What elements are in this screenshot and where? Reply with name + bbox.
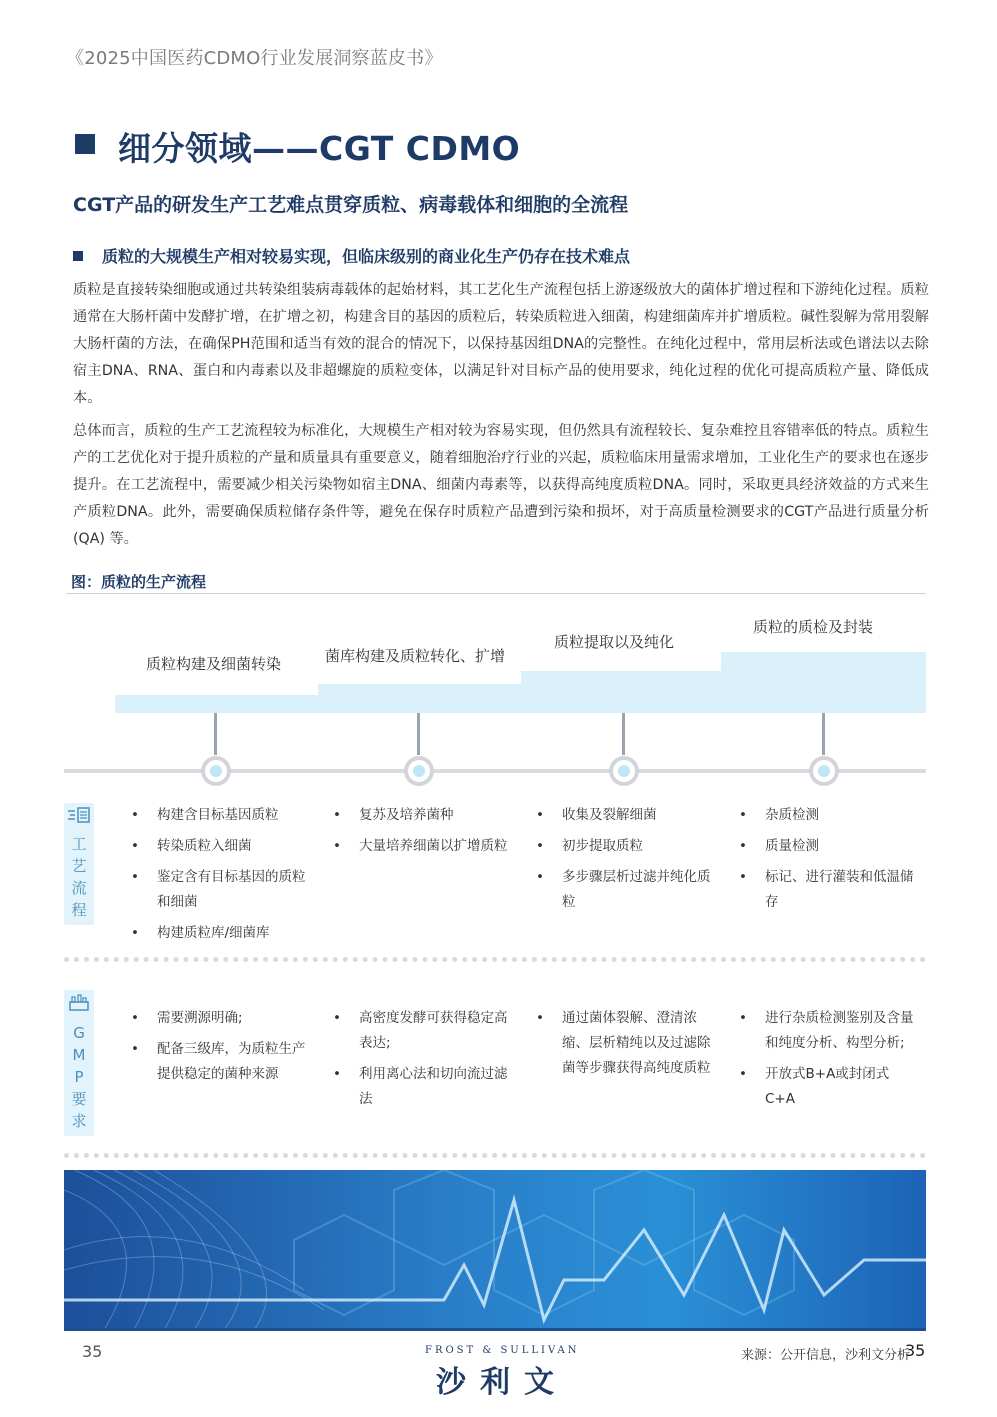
frost-sullivan-logo-text: FROST & SULLIVAN <box>425 1345 580 1356</box>
page-number-left: 35 <box>82 1342 103 1361</box>
caption-divider <box>66 593 926 594</box>
stage-block-1 <box>115 695 318 713</box>
list-item: • 高密度发酵可获得稳定高表达; <box>331 1006 513 1056</box>
list-item: • 构建质粒库/细菌库 <box>129 921 309 946</box>
timeline-stem-1 <box>214 713 217 755</box>
list-item: • 收集及裂解细菌 <box>534 803 714 828</box>
stage-label-4: 质粒的质检及封装 <box>753 618 874 636</box>
gmp-column-3 <box>534 1006 716 1087</box>
stage-label-2: 菌库构建及质粒转化、扩增 <box>325 647 506 665</box>
timeline-line <box>64 769 926 773</box>
gmp-column-1 <box>129 1006 309 1093</box>
list-item: • 大量培养细菌以扩增质粒 <box>331 834 511 859</box>
stage-block-2 <box>318 684 521 713</box>
row-label-process-text: 工 艺 流 程 <box>71 835 87 919</box>
list-item: • 通过菌体裂解、澄清浓缩、层析精纯以及过滤除菌等步骤获得高纯度质粒 <box>534 1006 716 1081</box>
bullet-square-icon <box>73 251 83 261</box>
row-divider-2 <box>64 1153 926 1158</box>
list-item: • 转染质粒入细菌 <box>129 834 309 859</box>
row-divider-1 <box>64 957 926 962</box>
document-list-icon <box>64 806 94 828</box>
timeline-stem-3 <box>622 713 625 755</box>
list-item: • 多步骤层析过滤并纯化质粒 <box>534 865 714 915</box>
stage-label-3: 质粒提取以及纯化 <box>554 633 675 651</box>
title-bullet-square <box>75 134 95 154</box>
list-item: • 鉴定含有目标基因的质粒和细菌 <box>129 865 309 915</box>
list-item: • 进行杂质检测鉴别及含量和纯度分析、构型分析; <box>737 1006 919 1056</box>
timeline-node-4 <box>809 756 839 786</box>
timeline-stem-4 <box>822 713 825 755</box>
source-note: 来源：公开信息，沙利文分析 <box>741 1348 911 1363</box>
gmp-column-2 <box>331 1006 513 1118</box>
list-item: • 质量检测 <box>737 834 917 859</box>
row-label-gmp <box>64 990 94 1136</box>
timeline-stem-2 <box>417 713 420 755</box>
stage-block-3 <box>521 671 721 713</box>
list-item: • 配备三级库，为质粒生产提供稳定的菌种来源 <box>129 1037 309 1087</box>
process-column-1 <box>129 803 309 952</box>
body-paragraph-1: 质粒是直接转染细胞或通过共转染组装病毒载体的起始材料，其工艺化生产流程包括上游逐级放大的菌体扩增过程和下游纯化过程。质粒通常在大肠杆菌中发酵扩增，在扩增之初，构建含目的基因的质粒后，转染质粒进入细菌，构建细菌库并扩增质粒。碱性裂解为常用裂解大肠杆菌的方法，在确保PH范围和适当有效的混合的情况下，以保持基因组DNA的完整性。在纯化过程中，常用层析法或色谱法以去除宿主DNA、RNA、蛋白和内毒素以及非超螺旋的质粒变体，以满足针对目标产品的使用要求，纯化过程的优化可提高质粒产量、降低成本。 <box>73 282 929 406</box>
timeline-node-2 <box>404 756 434 786</box>
row-label-gmp-text: G M P 要 求 <box>71 1024 87 1130</box>
decorative-banner <box>64 1170 926 1330</box>
list-item: • 利用离心法和切向流过滤法 <box>331 1062 513 1112</box>
list-item: • 需要溯源明确; <box>129 1006 309 1031</box>
banner-bottom-rule <box>64 1328 926 1331</box>
section-title: 细分领域——CGT CDMO <box>118 129 521 168</box>
list-item: • 构建含目标基因质粒 <box>129 803 309 828</box>
list-item: • 复苏及培养菌种 <box>331 803 511 828</box>
list-item: • 杂质检测 <box>737 803 917 828</box>
list-item: • 开放式B+A或封闭式C+A <box>737 1062 919 1112</box>
report-header: 《2025中国医药CDMO行业发展洞察蓝皮书》 <box>66 48 443 69</box>
section-subtitle: CGT产品的研发生产工艺难点贯穿质粒、病毒载体和细胞的全流程 <box>73 194 629 216</box>
list-item: • 初步提取质粒 <box>534 834 714 859</box>
stage-block-4 <box>721 652 926 713</box>
sullivan-cn-logo: 沙利文 <box>436 1365 568 1400</box>
gmp-column-4 <box>737 1006 919 1118</box>
bullet-heading: 质粒的大规模生产相对较易实现，但临床级别的商业化生产仍存在技术难点 <box>102 247 631 266</box>
page-number-right: 35 <box>905 1341 926 1360</box>
process-column-2 <box>331 803 511 865</box>
figure-caption: 图：质粒的生产流程 <box>71 573 207 591</box>
factory-icon <box>64 994 94 1016</box>
stage-label-1: 质粒构建及细菌转染 <box>146 655 282 673</box>
process-column-4 <box>737 803 917 921</box>
process-column-3 <box>534 803 714 921</box>
body-paragraph-2: 总体而言，质粒的生产工艺流程较为标准化，大规模生产相对较为容易实现，但仍然具有流程较长、复杂难控且容错率低的特点。质粒生产的工艺优化对于提升质粒的产量和质量具有重要意义，随着细胞治疗行业的兴起，质粒临床用量需求增加，工业化生产的要求也在逐步提升。在工艺流程中，需要减少相关污染物如宿主DNA、细菌内毒素等，以获得高纯度质粒DNA。同时，采取更具经济效益的方式来生产质粒DNA。此外，需要确保质粒储存条件等，避免在保存时质粒产品遭到污染和损坏，对于高质量检测要求的CGT产品进行质量分析 (QA) 等。 <box>73 423 929 547</box>
row-label-process <box>64 803 94 925</box>
timeline-node-3 <box>609 756 639 786</box>
timeline-node-1 <box>201 756 231 786</box>
list-item: • 标记、进行灌装和低温储存 <box>737 865 917 915</box>
